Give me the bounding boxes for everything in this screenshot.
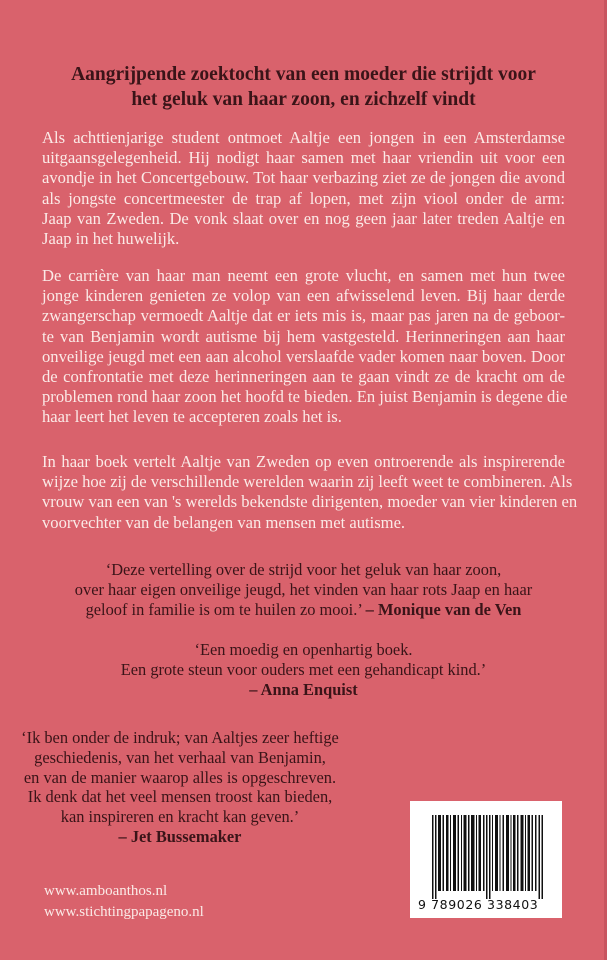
- quote-line: kan inspireren en kracht kan geven.’: [60, 807, 300, 827]
- quote-line: en van de manier waarop alles is opgeschreven.: [23, 767, 337, 787]
- quote-line: ‘Ik ben onder de indruk; van Aaltjes zeer heftige: [21, 728, 339, 747]
- quote-line: geschiedenis, van het verhaal van Benjamin,: [34, 747, 326, 767]
- text-line: De carrière van haar man neemt een grote vlucht, en samen met hun twee: [42, 266, 565, 285]
- quote-line: Een grote steun voor ouders met een gehandicapt kind.’: [120, 659, 487, 679]
- text-line: te van Benjamin wordt autisme bij hem vastgesteld. Herinneringen aan haar: [42, 326, 565, 346]
- text-line: avondje in het Concertgebouw. Tot haar verbazing ziet ze de jongen die avond: [42, 168, 565, 188]
- text-line: Als achttienjarige student ontmoet Aaltje een jongen in een Amsterdamse: [42, 128, 565, 147]
- text-line: jonge kinderen genieten ze volop van een afwisselend leven. Bij haar derde: [42, 286, 565, 306]
- url-amboanthos: www.amboanthos.nl: [44, 883, 168, 899]
- text-line: In haar boek vertelt Aaltje van Zweden op even ontroerende als inspirerende: [42, 452, 565, 471]
- text-line: uitgaansgelegenheid. Hij nodigt haar samen met haar vriendin uit voor een: [42, 148, 565, 168]
- text-line: de confrontatie met deze herinneringen aan te gaan vindt ze de kracht om de: [42, 367, 565, 387]
- text-line: haar leert het leven te accepteren zoals het is.: [42, 407, 342, 427]
- text-line: zwangerschap vermoedt Aaltje dat er iets mis is, maar pas jaren na de geboor-: [42, 306, 565, 326]
- quote-author: – Jet Bussemaker: [118, 826, 242, 846]
- url-stichtingpapageno: www.stichtingpapageno.nl: [44, 904, 204, 920]
- quote-line: ‘Een moedig en openhartig boek.: [194, 640, 413, 659]
- blurb-paragraph-3: [42, 452, 578, 533]
- text-line: als jongste concertmeester de trap af lopen, met zijn viool onder de arm:: [42, 188, 565, 208]
- quote-line: Ik denk dat het veel mensen troost kan bieden,: [27, 787, 333, 807]
- quote-monique-van-de-ven: [40, 560, 567, 619]
- blurb-paragraph-2: [42, 266, 568, 428]
- barcode-bars-icon: [432, 815, 544, 899]
- publisher-links: [44, 881, 204, 923]
- text-line: onveilige jeugd met een aan alcohol verslaafde vader komen naar boven. Door: [42, 346, 565, 366]
- quote-line: over haar eigen onveilige jeugd, het vinden van haar rots Jaap en haar: [74, 579, 533, 599]
- text-line: Jaap van Zweden. De vonk slaat over en nog geen jaar later treden Aaltje en: [42, 208, 565, 228]
- quote-author: – Monique van de Ven: [365, 599, 522, 619]
- tagline-line: Aangrijpende zoektocht van een moeder die strijdt voor: [71, 64, 536, 85]
- text-line: vrouw van een van 's werelds bekendste dirigenten, moeder van vier kinderen en: [42, 492, 578, 512]
- quote-line: [40, 600, 567, 620]
- tagline-heading: [0, 62, 607, 112]
- quote-text: geloof in familie is om te huilen zo mooi.’: [85, 599, 362, 619]
- quote-jet-bussemaker: [20, 728, 340, 847]
- text-line: voorvechter van de belangen van mensen met autisme.: [42, 512, 406, 532]
- quote-author: – Anna Enquist: [249, 679, 358, 699]
- text-line: Jaap in het huwelijk.: [42, 229, 180, 249]
- isbn-barcode: [410, 801, 562, 918]
- quote-anna-enquist: [40, 640, 567, 699]
- text-line: problemen rond haar zoon het hoofd te bieden. En juist Benjamin is degene die: [42, 387, 568, 407]
- blurb-paragraph-1: [42, 128, 565, 249]
- text-line: wijze hoe zij de verschillende werelden waarin zij leeft weet te combineren. Als: [42, 472, 573, 492]
- isbn-digits: 9 789026 338403: [418, 897, 539, 912]
- quote-line: ‘Deze vertelling over de strijd voor het geluk van haar zoon,: [105, 560, 502, 579]
- tagline-line: het geluk van haar zoon, en zichzelf vindt: [131, 89, 476, 110]
